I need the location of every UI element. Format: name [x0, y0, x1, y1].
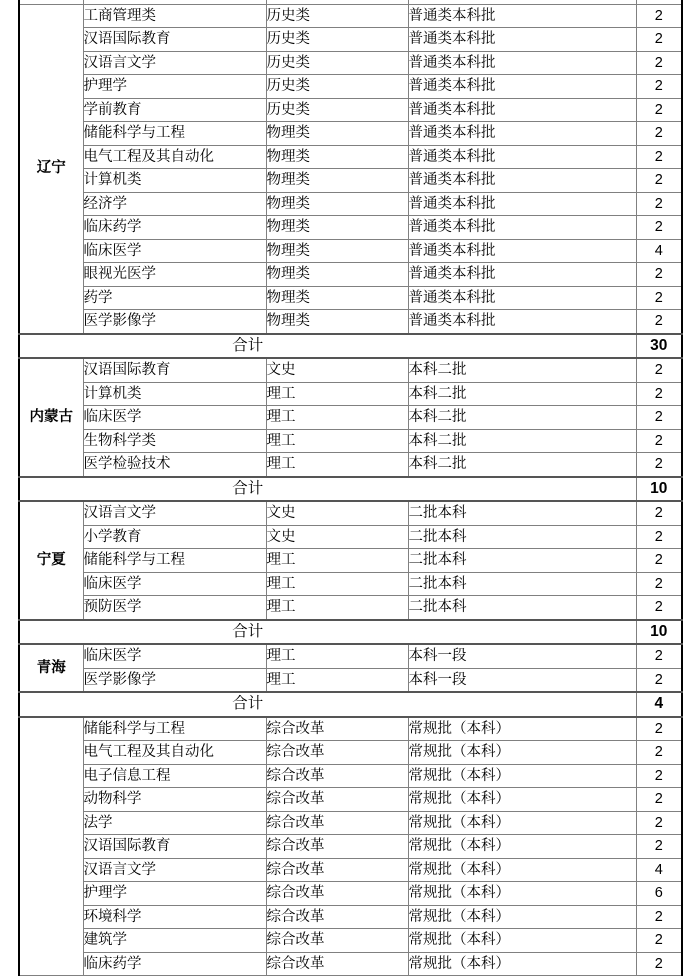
- cell-major: 计算机类: [83, 382, 266, 406]
- cell-count: 2: [636, 429, 682, 453]
- cell-batch: 常规批（本科）: [408, 882, 636, 906]
- cell-batch: 本科二批: [408, 453, 636, 477]
- cell-batch: 普通类本科批: [408, 4, 636, 28]
- cell-category: 历史类: [266, 51, 408, 75]
- table-row: [19, 858, 682, 882]
- subtotal-row: [19, 692, 682, 717]
- cell-category: 物理类: [266, 263, 408, 287]
- subtotal-count: 30: [636, 334, 682, 359]
- cell-count: 2: [636, 501, 682, 525]
- cell-batch: 常规批（本科）: [408, 835, 636, 859]
- cell-count: 2: [636, 952, 682, 976]
- cell-province: [19, 717, 83, 976]
- cell-category: 理工: [266, 429, 408, 453]
- cell-category: 综合改革: [266, 741, 408, 765]
- cell-count: 6: [636, 882, 682, 906]
- cell-category: 历史类: [266, 75, 408, 99]
- table-row: [19, 216, 682, 240]
- cell-count: 2: [636, 644, 682, 668]
- cell-count: 2: [636, 216, 682, 240]
- cell-batch: 二批本科: [408, 549, 636, 573]
- cell-batch: 常规批（本科）: [408, 952, 636, 976]
- cell-count: 2: [636, 525, 682, 549]
- cell-batch: 常规批（本科）: [408, 764, 636, 788]
- cell-count: 2: [636, 596, 682, 620]
- cell-major: 临床医学: [83, 406, 266, 430]
- cell-batch: 普通类本科批: [408, 28, 636, 52]
- subtotal-count: 10: [636, 477, 682, 502]
- cell-batch: 二批本科: [408, 596, 636, 620]
- table-row: [19, 788, 682, 812]
- cell-major: 储能科学与工程: [83, 549, 266, 573]
- cell-count: 2: [636, 406, 682, 430]
- cell-count: 2: [636, 788, 682, 812]
- cell-major: 储能科学与工程: [83, 717, 266, 741]
- cell-batch: 本科二批: [408, 406, 636, 430]
- table-row: [19, 75, 682, 99]
- cell-count: 2: [636, 811, 682, 835]
- cell-category: 物理类: [266, 169, 408, 193]
- cell-batch: 本科一段: [408, 668, 636, 692]
- cell-category: 综合改革: [266, 811, 408, 835]
- cell-province: 辽宁: [19, 4, 83, 334]
- cell-category: 物理类: [266, 310, 408, 334]
- cell-major: 计算机类: [83, 169, 266, 193]
- cell-count: 2: [636, 717, 682, 741]
- subtotal-label: 合计: [19, 692, 636, 717]
- cell-category: 综合改革: [266, 788, 408, 812]
- cell-count: 2: [636, 145, 682, 169]
- cell-category: 综合改革: [266, 905, 408, 929]
- cell-major: 动物科学: [83, 788, 266, 812]
- cell-category: 物理类: [266, 286, 408, 310]
- admission-plan-table: [18, 0, 683, 976]
- cell-category: 理工: [266, 382, 408, 406]
- table-row: [19, 717, 682, 741]
- table-row: [19, 929, 682, 953]
- cell-major: 医学影像学: [83, 668, 266, 692]
- cell-major: 临床医学: [83, 572, 266, 596]
- cell-count: 2: [636, 835, 682, 859]
- cell-batch: 常规批（本科）: [408, 811, 636, 835]
- table-row: [19, 358, 682, 382]
- cell-category: 综合改革: [266, 717, 408, 741]
- cell-batch: 普通类本科批: [408, 75, 636, 99]
- table-row: [19, 835, 682, 859]
- cell-major: 学前教育: [83, 98, 266, 122]
- cell-batch: 本科一段: [408, 644, 636, 668]
- table-row: [19, 98, 682, 122]
- cell-major: 生物科学类: [83, 429, 266, 453]
- cell-batch: 普通类本科批: [408, 145, 636, 169]
- cell-major: 眼视光医学: [83, 263, 266, 287]
- cell-province: 青海: [19, 644, 83, 692]
- cell-count: 2: [636, 572, 682, 596]
- cell-count: 2: [636, 263, 682, 287]
- cell-batch: 常规批（本科）: [408, 741, 636, 765]
- cell-batch: 普通类本科批: [408, 122, 636, 146]
- cell-count: 2: [636, 51, 682, 75]
- cell-category: 理工: [266, 572, 408, 596]
- table-row: [19, 952, 682, 976]
- table-row: [19, 644, 682, 668]
- table-row: [19, 122, 682, 146]
- table-row: [19, 549, 682, 573]
- cell-count: 4: [636, 858, 682, 882]
- cell-count: 2: [636, 192, 682, 216]
- cell-batch: 普通类本科批: [408, 216, 636, 240]
- cell-count: 2: [636, 453, 682, 477]
- table-row: [19, 286, 682, 310]
- cell-major: 临床医学: [83, 239, 266, 263]
- cell-batch: 普通类本科批: [408, 239, 636, 263]
- cell-major: 汉语国际教育: [83, 835, 266, 859]
- table-row: [19, 572, 682, 596]
- cell-count: 4: [636, 239, 682, 263]
- cell-major: 汉语国际教育: [83, 28, 266, 52]
- cell-major: 医学检验技术: [83, 453, 266, 477]
- cell-major: 电气工程及其自动化: [83, 145, 266, 169]
- cell-count: 2: [636, 310, 682, 334]
- cell-count: 2: [636, 668, 682, 692]
- cell-major: 护理学: [83, 882, 266, 906]
- subtotal-row: [19, 334, 682, 359]
- table-row: [19, 192, 682, 216]
- table-row: [19, 169, 682, 193]
- cell-major: 医学影像学: [83, 310, 266, 334]
- cell-batch: 普通类本科批: [408, 192, 636, 216]
- cell-category: 物理类: [266, 239, 408, 263]
- cell-category: 物理类: [266, 122, 408, 146]
- table-row: [19, 811, 682, 835]
- cell-count: 2: [636, 929, 682, 953]
- cell-category: 综合改革: [266, 952, 408, 976]
- cell-category: 综合改革: [266, 835, 408, 859]
- cell-major: 临床药学: [83, 952, 266, 976]
- cell-count: 2: [636, 286, 682, 310]
- cell-count: 2: [636, 98, 682, 122]
- table-row: [19, 429, 682, 453]
- cell-category: 理工: [266, 596, 408, 620]
- subtotal-row: [19, 477, 682, 502]
- subtotal-count: 10: [636, 620, 682, 645]
- cell-category: 综合改革: [266, 858, 408, 882]
- table-row: [19, 239, 682, 263]
- table-row: [19, 263, 682, 287]
- cell-category: 理工: [266, 549, 408, 573]
- cell-batch: 普通类本科批: [408, 310, 636, 334]
- cell-batch: 本科二批: [408, 382, 636, 406]
- cell-major: 护理学: [83, 75, 266, 99]
- table-row: [19, 596, 682, 620]
- cell-major: 储能科学与工程: [83, 122, 266, 146]
- subtotal-label: 合计: [19, 620, 636, 645]
- cell-count: 2: [636, 4, 682, 28]
- cell-batch: 二批本科: [408, 572, 636, 596]
- cell-batch: 常规批（本科）: [408, 929, 636, 953]
- cell-major: 预防医学: [83, 596, 266, 620]
- cell-batch: 常规批（本科）: [408, 717, 636, 741]
- cell-batch: 普通类本科批: [408, 169, 636, 193]
- cell-count: 2: [636, 28, 682, 52]
- cell-count: 2: [636, 169, 682, 193]
- table-row: [19, 382, 682, 406]
- cell-category: 文史: [266, 525, 408, 549]
- cell-major: 汉语言文学: [83, 51, 266, 75]
- cell-province: 内蒙古: [19, 358, 83, 477]
- table-row: [19, 501, 682, 525]
- cell-category: 综合改革: [266, 764, 408, 788]
- cell-major: 药学: [83, 286, 266, 310]
- cell-category: 物理类: [266, 216, 408, 240]
- cell-count: 2: [636, 764, 682, 788]
- table-row: [19, 453, 682, 477]
- cell-count: 2: [636, 549, 682, 573]
- subtotal-label: 合计: [19, 334, 636, 359]
- table-row: [19, 4, 682, 28]
- cell-category: 理工: [266, 453, 408, 477]
- cell-category: 物理类: [266, 145, 408, 169]
- cell-count: 2: [636, 741, 682, 765]
- cell-count: 2: [636, 382, 682, 406]
- table-row: [19, 764, 682, 788]
- subtotal-count: 4: [636, 692, 682, 717]
- table-row: [19, 905, 682, 929]
- cell-category: 历史类: [266, 98, 408, 122]
- cell-category: 理工: [266, 668, 408, 692]
- subtotal-label: 合计: [19, 477, 636, 502]
- cell-category: 文史: [266, 358, 408, 382]
- cell-batch: 普通类本科批: [408, 51, 636, 75]
- cell-count: 2: [636, 122, 682, 146]
- cell-major: 小学教育: [83, 525, 266, 549]
- cell-batch: 普通类本科批: [408, 263, 636, 287]
- cell-major: 经济学: [83, 192, 266, 216]
- cell-major: 汉语国际教育: [83, 358, 266, 382]
- cell-category: 文史: [266, 501, 408, 525]
- cell-batch: 常规批（本科）: [408, 858, 636, 882]
- cell-category: 理工: [266, 406, 408, 430]
- cell-batch: 普通类本科批: [408, 286, 636, 310]
- cell-major: 临床药学: [83, 216, 266, 240]
- table-row: [19, 145, 682, 169]
- table-scroll-region: [18, 0, 681, 976]
- cell-major: 临床医学: [83, 644, 266, 668]
- table-row: [19, 525, 682, 549]
- cell-batch: 本科二批: [408, 358, 636, 382]
- cell-major: 汉语言文学: [83, 858, 266, 882]
- cell-major: 法学: [83, 811, 266, 835]
- cell-count: 2: [636, 358, 682, 382]
- cell-batch: 常规批（本科）: [408, 905, 636, 929]
- cell-category: 综合改革: [266, 929, 408, 953]
- cell-count: 2: [636, 75, 682, 99]
- subtotal-row: [19, 620, 682, 645]
- table-row: [19, 741, 682, 765]
- cell-major: 建筑学: [83, 929, 266, 953]
- table-row: [19, 406, 682, 430]
- cell-category: 理工: [266, 644, 408, 668]
- cell-count: 2: [636, 905, 682, 929]
- cell-category: 综合改革: [266, 882, 408, 906]
- cell-batch: 二批本科: [408, 525, 636, 549]
- cell-major: 环境科学: [83, 905, 266, 929]
- cell-major: 电子信息工程: [83, 764, 266, 788]
- cell-batch: 普通类本科批: [408, 98, 636, 122]
- cell-major: 工商管理类: [83, 4, 266, 28]
- cell-category: 历史类: [266, 4, 408, 28]
- cell-major: 电气工程及其自动化: [83, 741, 266, 765]
- cell-category: 历史类: [266, 28, 408, 52]
- cell-batch: 本科二批: [408, 429, 636, 453]
- cell-major: 汉语言文学: [83, 501, 266, 525]
- table-row: [19, 310, 682, 334]
- cell-category: 物理类: [266, 192, 408, 216]
- table-row: [19, 668, 682, 692]
- table-row: [19, 882, 682, 906]
- cell-province: 宁夏: [19, 501, 83, 620]
- cell-batch: 常规批（本科）: [408, 788, 636, 812]
- table-row: [19, 28, 682, 52]
- table-row: [19, 51, 682, 75]
- cell-batch: 二批本科: [408, 501, 636, 525]
